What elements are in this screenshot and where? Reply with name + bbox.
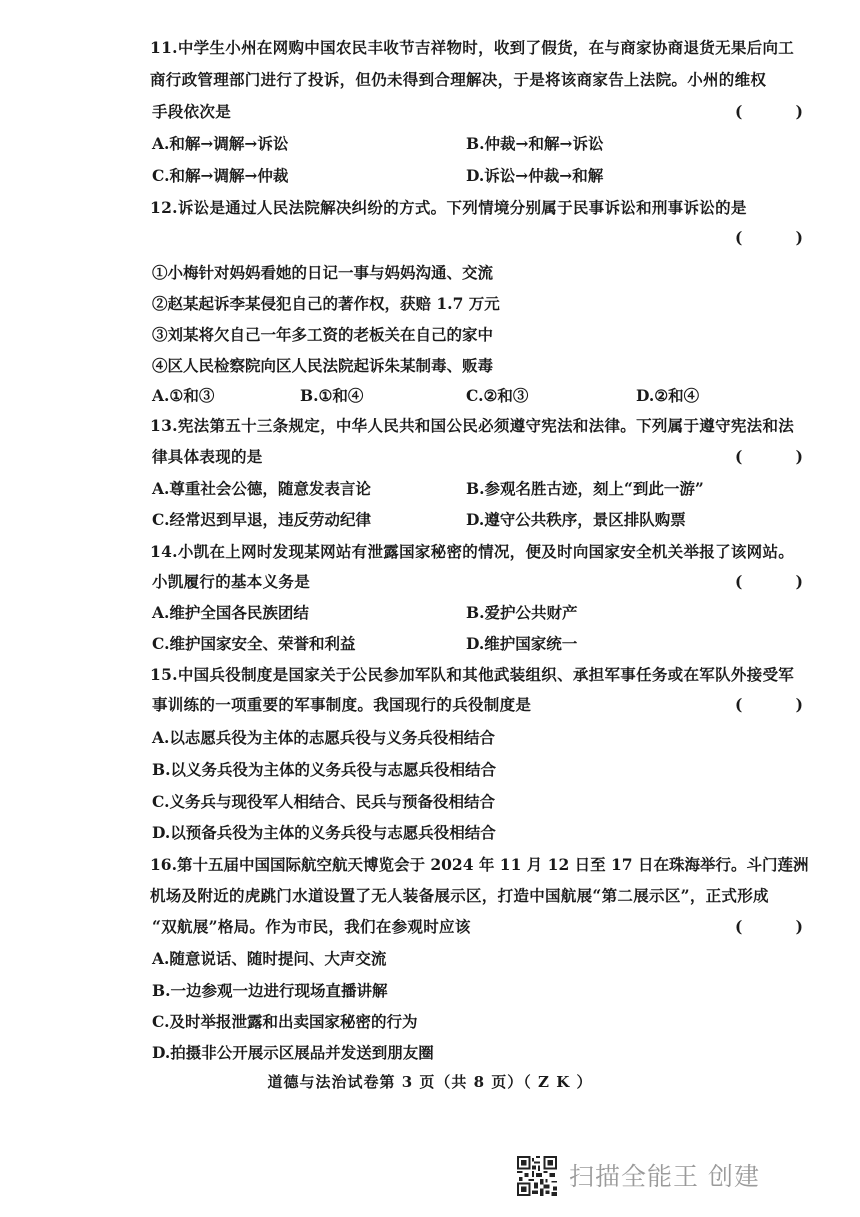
scanner-watermark bbox=[517, 1156, 777, 1196]
option-d: D.拍摄非公开展示区展品并发送到朋友圈 bbox=[152, 1043, 434, 1062]
option-c: C.及时举报泄露和出卖国家秘密的行为 bbox=[152, 1012, 418, 1031]
option-a: A.以志愿兵役为主体的志愿兵役与义务兵役相结合 bbox=[152, 728, 495, 747]
option-b: B.爱护公共财产 bbox=[466, 603, 578, 622]
watermark-text: 扫描全能王 创建 bbox=[569, 1162, 760, 1191]
option-c: C.义务兵与现役军人相结合、民兵与预备役相结合 bbox=[152, 792, 495, 811]
page-footer: 道德与法治试卷第 3 页（共 8 页）（ Z K ） bbox=[267, 1073, 593, 1091]
option-c: C.和解→调解→仲裁 bbox=[152, 166, 289, 185]
option-d: D.②和④ bbox=[636, 386, 700, 405]
option-b: B.以义务兵役为主体的义务兵役与志愿兵役相结合 bbox=[152, 760, 496, 779]
question-stem-line: 15.中国兵役制度是国家关于公民参加军队和其他武装组织、承担军事任务或在军队外接受军 bbox=[150, 665, 795, 684]
option-a: A.①和③ bbox=[152, 386, 215, 405]
question-stem-line: 手段依次是 bbox=[152, 102, 232, 121]
statement-4: ④区人民检察院向区人民法院起诉朱某制毒、贩毒 bbox=[152, 356, 494, 375]
option-d: D.维护国家统一 bbox=[466, 634, 578, 653]
exam-page: 11.中学生小州在网购中国农民丰收节吉祥物时，收到了假货，在与商家协商退货无果后向工 商行政管理部门进行了投诉，但仍未得到合理解决，于是将该商家告上法院。小州的维权 手段依次是 ( ) A.和解→调解→诉讼 B.仲裁→和解→诉讼 C.和解→调解→仲裁 D.诉讼→仲裁→和解 12.诉讼是通过人民法院解决纠纷的方式。下列情境分别属于民事诉讼和刑事诉讼的是 ( ) ①小梅针对妈妈看她的日记一事与妈妈沟通、交流 ②赵某起诉李某侵犯自己的著作权，获赔 1.7 万元 ③刘某将欠自己一年多工资的老板关在自己的家中 ④区人民检察院向区人民法院起诉朱某制毒、贩毒 A.①和③ B.①和④ C.②和③ D.②和④ 13.宪法第五十三条规定，中华人民共和国公民必须遵守宪法和法律。下列属于遵守宪法和法 律具体表现的是 ( ) A.尊重社会公德，随意发表言论 B.参观名胜古迹，刻上“到此一游” C.经常迟到早退，违反劳动纪律 D.遵守公共秩序，景区排队购票 14.小凯在上网时发现某网站有泄露国家秘密的情况，便及时向国家安全机关举报了该网站。 小凯履行的基本义务是 ( ) A.维护全国各民族团结 B.爱护公共财产 C.维护国家安全、荣誉和利益 D.维护国家统一 15.中国兵役制度是国家关于公民参加军队和其他武装组织、承担军事任务或在军队外接受军 事训练的一项重要的军事制度。我国现行的兵役制度是 ( ) A.以志愿兵役为主体的志愿兵役与义务兵役相结合 B.以义务兵役为主体的义务兵役与志愿兵役相结合 C.义务兵与现役军人相结合、民兵与预备役相结合 D.以预备兵役为主体的义务兵役与志愿兵役相结合 16.第十五届中国国际航空航天博览会于 2024 年 11 月 12 日至 17 日在珠海举行。斗门莲洲 机场及附近的虎跳门水道设置了无人装备展示区，打造中国航展“第二展示区”，正式形成 “双航展”格局。作为市民，我们在参观时应该 ( ) A.随意说话、随时提问、大声交流 B.一边参观一边进行现场直播讲解 C.及时举报泄露和出卖国家秘密的行为 D.拍摄非公开展示区展品并发送到朋友圈 道德与法治试卷第 3 页（共 8 页）（ Z K ） 扫描全能王 创建 bbox=[0, 0, 860, 1217]
option-d: D.遵守公共秩序，景区排队购票 bbox=[466, 510, 686, 529]
option-c: C.②和③ bbox=[466, 386, 529, 405]
question-stem-line: 13.宪法第五十三条规定，中华人民共和国公民必须遵守宪法和法律。下列属于遵守宪法和法 bbox=[150, 416, 795, 435]
statement-3: ③刘某将欠自己一年多工资的老板关在自己的家中 bbox=[152, 325, 494, 344]
question-stem-line: 事训练的一项重要的军事制度。我国现行的兵役制度是 bbox=[152, 695, 532, 714]
qr-code-icon bbox=[517, 1156, 557, 1196]
option-b: B.①和④ bbox=[300, 386, 364, 405]
question-stem-line: 小凯履行的基本义务是 bbox=[152, 572, 311, 591]
option-b: B.一边参观一边进行现场直播讲解 bbox=[152, 981, 388, 1000]
option-a: A.随意说话、随时提问、大声交流 bbox=[152, 949, 387, 968]
option-a: A.尊重社会公德，随意发表言论 bbox=[152, 479, 371, 498]
question-stem-line: 12.诉讼是通过人民法院解决纠纷的方式。下列情境分别属于民事诉讼和刑事诉讼的是 bbox=[150, 198, 747, 217]
option-d: D.以预备兵役为主体的义务兵役与志愿兵役相结合 bbox=[152, 823, 496, 842]
option-d: D.诉讼→仲裁→和解 bbox=[466, 166, 604, 185]
option-b: B.仲裁→和解→诉讼 bbox=[466, 134, 604, 153]
option-c: C.维护国家安全、荣誉和利益 bbox=[152, 634, 356, 653]
option-a: A.维护全国各民族团结 bbox=[152, 603, 309, 622]
question-stem-line: 14.小凯在上网时发现某网站有泄露国家秘密的情况，便及时向国家安全机关举报了该网站。 bbox=[150, 542, 795, 561]
option-c: C.经常迟到早退，违反劳动纪律 bbox=[152, 510, 371, 529]
statement-2: ②赵某起诉李某侵犯自己的著作权，获赔 1.7 万元 bbox=[152, 294, 500, 313]
question-stem-line: 律具体表现的是 bbox=[152, 447, 263, 466]
statement-1: ①小梅针对妈妈看她的日记一事与妈妈沟通、交流 bbox=[152, 263, 494, 282]
question-stem-line: 11.中学生小州在网购中国农民丰收节吉祥物时，收到了假货，在与商家协商退货无果后向工 bbox=[150, 38, 795, 57]
question-stem-line: “双航展”格局。作为市民，我们在参观时应该 bbox=[152, 917, 471, 936]
option-b: B.参观名胜古迹，刻上“到此一游” bbox=[466, 479, 704, 498]
question-stem-line: 16.第十五届中国国际航空航天博览会于 2024 年 11 月 12 日至 17 日在珠海举行。斗门莲洲 bbox=[150, 855, 809, 874]
question-stem-line: 机场及附近的虎跳门水道设置了无人装备展示区，打造中国航展“第二展示区”，正式形成 bbox=[150, 886, 769, 905]
question-stem-line: 商行政管理部门进行了投诉，但仍未得到合理解决，于是将该商家告上法院。小州的维权 bbox=[150, 70, 767, 89]
option-a: A.和解→调解→诉讼 bbox=[152, 134, 289, 153]
